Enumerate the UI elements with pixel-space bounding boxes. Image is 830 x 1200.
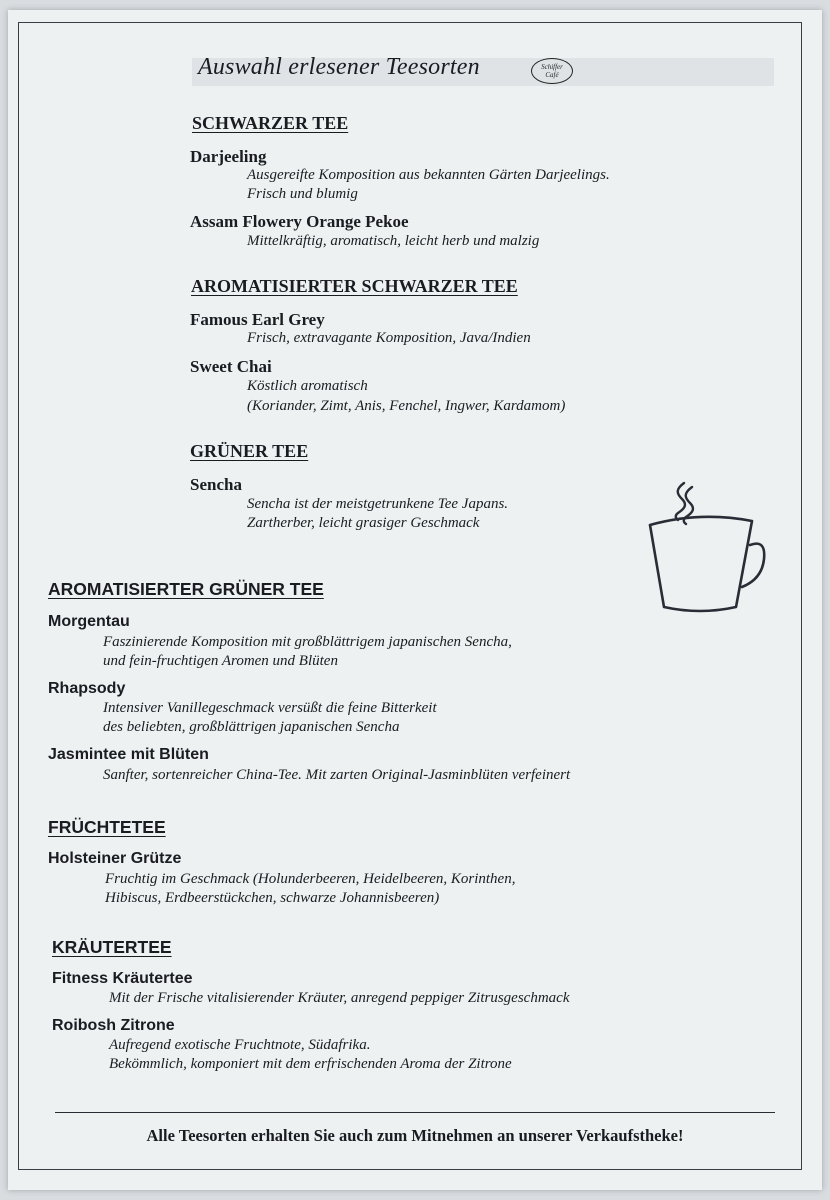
tea-name-rhapsody: Rhapsody bbox=[48, 680, 126, 697]
tea-desc-line: Mit der Frische vitalisierender Kräuter, anregend peppiger Zitrusgeschmack bbox=[109, 990, 570, 1006]
tea-desc-line: Faszinierende Komposition mit großblättrigem japanischen Sencha, bbox=[103, 634, 512, 650]
tea-desc-line: und fein-fruchtigen Aromen und Blüten bbox=[103, 653, 338, 669]
tea-name-earl-grey: Famous Earl Grey bbox=[190, 310, 325, 329]
section-title-schwarzer-tee: SCHWARZER TEE bbox=[192, 113, 349, 133]
tea-name-roibosh-zitrone: Roibosh Zitrone bbox=[52, 1017, 175, 1034]
tea-desc-line: Sanfter, sortenreicher China-Tee. Mit zarten Original-Jasminblüten verfeinert bbox=[103, 767, 571, 783]
section-title-fruechtetee: FRÜCHTETEE bbox=[48, 817, 166, 837]
tea-name-fitness-kraeutertee: Fitness Kräutertee bbox=[52, 970, 193, 987]
tea-desc-line: Hibiscus, Erdbeerstückchen, schwarze Johannisbeeren) bbox=[105, 890, 440, 906]
tea-desc-line: des beliebten, großblättrigen japanischen Sencha bbox=[103, 719, 400, 735]
tea-name-sweet-chai: Sweet Chai bbox=[190, 357, 272, 376]
menu-title: Auswahl erlesener Teesorten bbox=[198, 54, 480, 80]
section-title-arom-schwarzer-tee: AROMATISIERTER SCHWARZER TEE bbox=[191, 276, 518, 296]
footer-divider bbox=[55, 1112, 775, 1113]
tea-desc-line: Ausgereifte Komposition aus bekannten Gärten Darjeelings. bbox=[247, 167, 610, 183]
tea-name-morgentau: Morgentau bbox=[48, 613, 130, 630]
tea-name-assam: Assam Flowery Orange Pekoe bbox=[190, 212, 409, 231]
section-title-gruener-tee: GRÜNER TEE bbox=[190, 441, 309, 461]
section-title-arom-gruener-tee: AROMATISIERTER GRÜNER TEE bbox=[48, 579, 324, 599]
section-title-kraeutertee: KRÄUTERTEE bbox=[52, 937, 172, 957]
tea-desc-line: Zartherber, leicht grasiger Geschmack bbox=[247, 515, 480, 531]
tea-desc-line: Intensiver Vanillegeschmack versüßt die feine Bitterkeit bbox=[103, 700, 437, 716]
tea-desc-line: Frisch, extravagante Komposition, Java/Indien bbox=[247, 330, 531, 346]
tea-name-sencha: Sencha bbox=[190, 475, 242, 494]
tea-desc-line: Sencha ist der meistgetrunkene Tee Japans. bbox=[247, 496, 509, 512]
tea-name-jasmintee: Jasmintee mit Blüten bbox=[48, 746, 209, 763]
tea-desc-line: Aufregend exotische Fruchtnote, Südafrika. bbox=[109, 1037, 371, 1053]
tea-name-darjeeling: Darjeeling bbox=[190, 147, 267, 166]
tea-desc-line: Köstlich aromatisch bbox=[247, 378, 368, 394]
tea-desc-line: Frisch und blumig bbox=[247, 186, 358, 202]
cafe-logo: Schiffer Café bbox=[531, 58, 573, 84]
tea-desc-line: (Koriander, Zimt, Anis, Fenchel, Ingwer, Kardamom) bbox=[247, 398, 566, 414]
tea-name-holsteiner-gruetze: Holsteiner Grütze bbox=[48, 850, 182, 867]
tea-desc-line: Mittelkräftig, aromatisch, leicht herb und malzig bbox=[247, 233, 540, 249]
tea-cup-icon bbox=[640, 475, 770, 620]
tea-desc-line: Bekömmlich, komponiert mit dem erfrischenden Aroma der Zitrone bbox=[109, 1056, 512, 1072]
footer-note: Alle Teesorten erhalten Sie auch zum Mitnehmen an unserer Verkaufstheke! bbox=[146, 1126, 684, 1145]
tea-desc-line: Fruchtig im Geschmack (Holunderbeeren, Heidelbeeren, Korinthen, bbox=[105, 871, 516, 887]
